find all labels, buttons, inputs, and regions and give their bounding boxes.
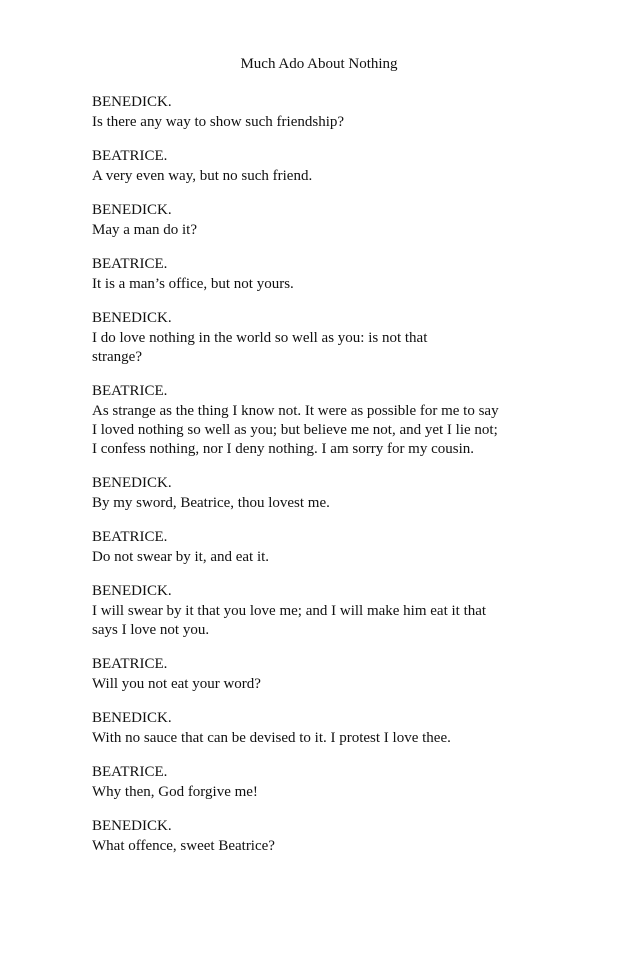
speaker-name: BEATRICE.: [92, 256, 168, 272]
speech: [92, 654, 562, 694]
speech-line: With no sauce that can be devised to it. I protest I love thee.: [92, 730, 451, 746]
speech-line: Will you not eat your word?: [92, 676, 261, 692]
speech-line: I loved nothing so well as you; but believe me not, and yet I lie not;: [92, 422, 498, 438]
speech: [92, 708, 562, 748]
page-title: Much Ado About Nothing: [240, 56, 398, 72]
speech-line: A very even way, but no such friend.: [92, 168, 313, 184]
speech: [92, 308, 562, 367]
speech: [92, 146, 562, 186]
speech-line: I will swear by it that you love me; and I will make him eat it that: [92, 603, 487, 619]
speech: [92, 762, 562, 802]
speech-line: Why then, God forgive me!: [92, 784, 258, 800]
speech: [92, 527, 562, 567]
speech: [92, 200, 562, 240]
speaker-name: BENEDICK.: [92, 202, 172, 218]
speech-line: As strange as the thing I know not. It were as possible for me to say: [92, 403, 499, 419]
speech: [92, 381, 562, 459]
speech-line: By my sword, Beatrice, thou lovest me.: [92, 495, 330, 511]
speaker-name: BENEDICK.: [92, 94, 172, 110]
speaker-name: BEATRICE.: [92, 764, 168, 780]
speech: [92, 473, 562, 513]
speaker-name: BEATRICE.: [92, 656, 168, 672]
speech: [92, 92, 562, 132]
speech-line: What offence, sweet Beatrice?: [92, 838, 275, 854]
speaker-name: BENEDICK.: [92, 818, 172, 834]
speaker-name: BEATRICE.: [92, 529, 168, 545]
speech-line: Is there any way to show such friendship?: [92, 114, 345, 130]
speaker-name: BENEDICK.: [92, 583, 172, 599]
speech: [92, 254, 562, 294]
speech-line: It is a man’s office, but not yours.: [92, 276, 294, 292]
speaker-name: BEATRICE.: [92, 383, 168, 399]
speech-line: says I love not you.: [92, 622, 210, 638]
speech-line: May a man do it?: [92, 222, 197, 238]
speech-line: strange?: [92, 349, 142, 365]
speech: [92, 581, 562, 640]
speaker-name: BEATRICE.: [92, 148, 168, 164]
speaker-name: BENEDICK.: [92, 710, 172, 726]
script-body: [92, 92, 562, 870]
speech: [92, 816, 562, 856]
speaker-name: BENEDICK.: [92, 475, 172, 491]
speech-line: Do not swear by it, and eat it.: [92, 549, 270, 565]
speech-line: I confess nothing, nor I deny nothing. I am sorry for my cousin.: [92, 441, 475, 457]
speech-line: I do love nothing in the world so well as you: is not that: [92, 330, 428, 346]
speaker-name: BENEDICK.: [92, 310, 172, 326]
